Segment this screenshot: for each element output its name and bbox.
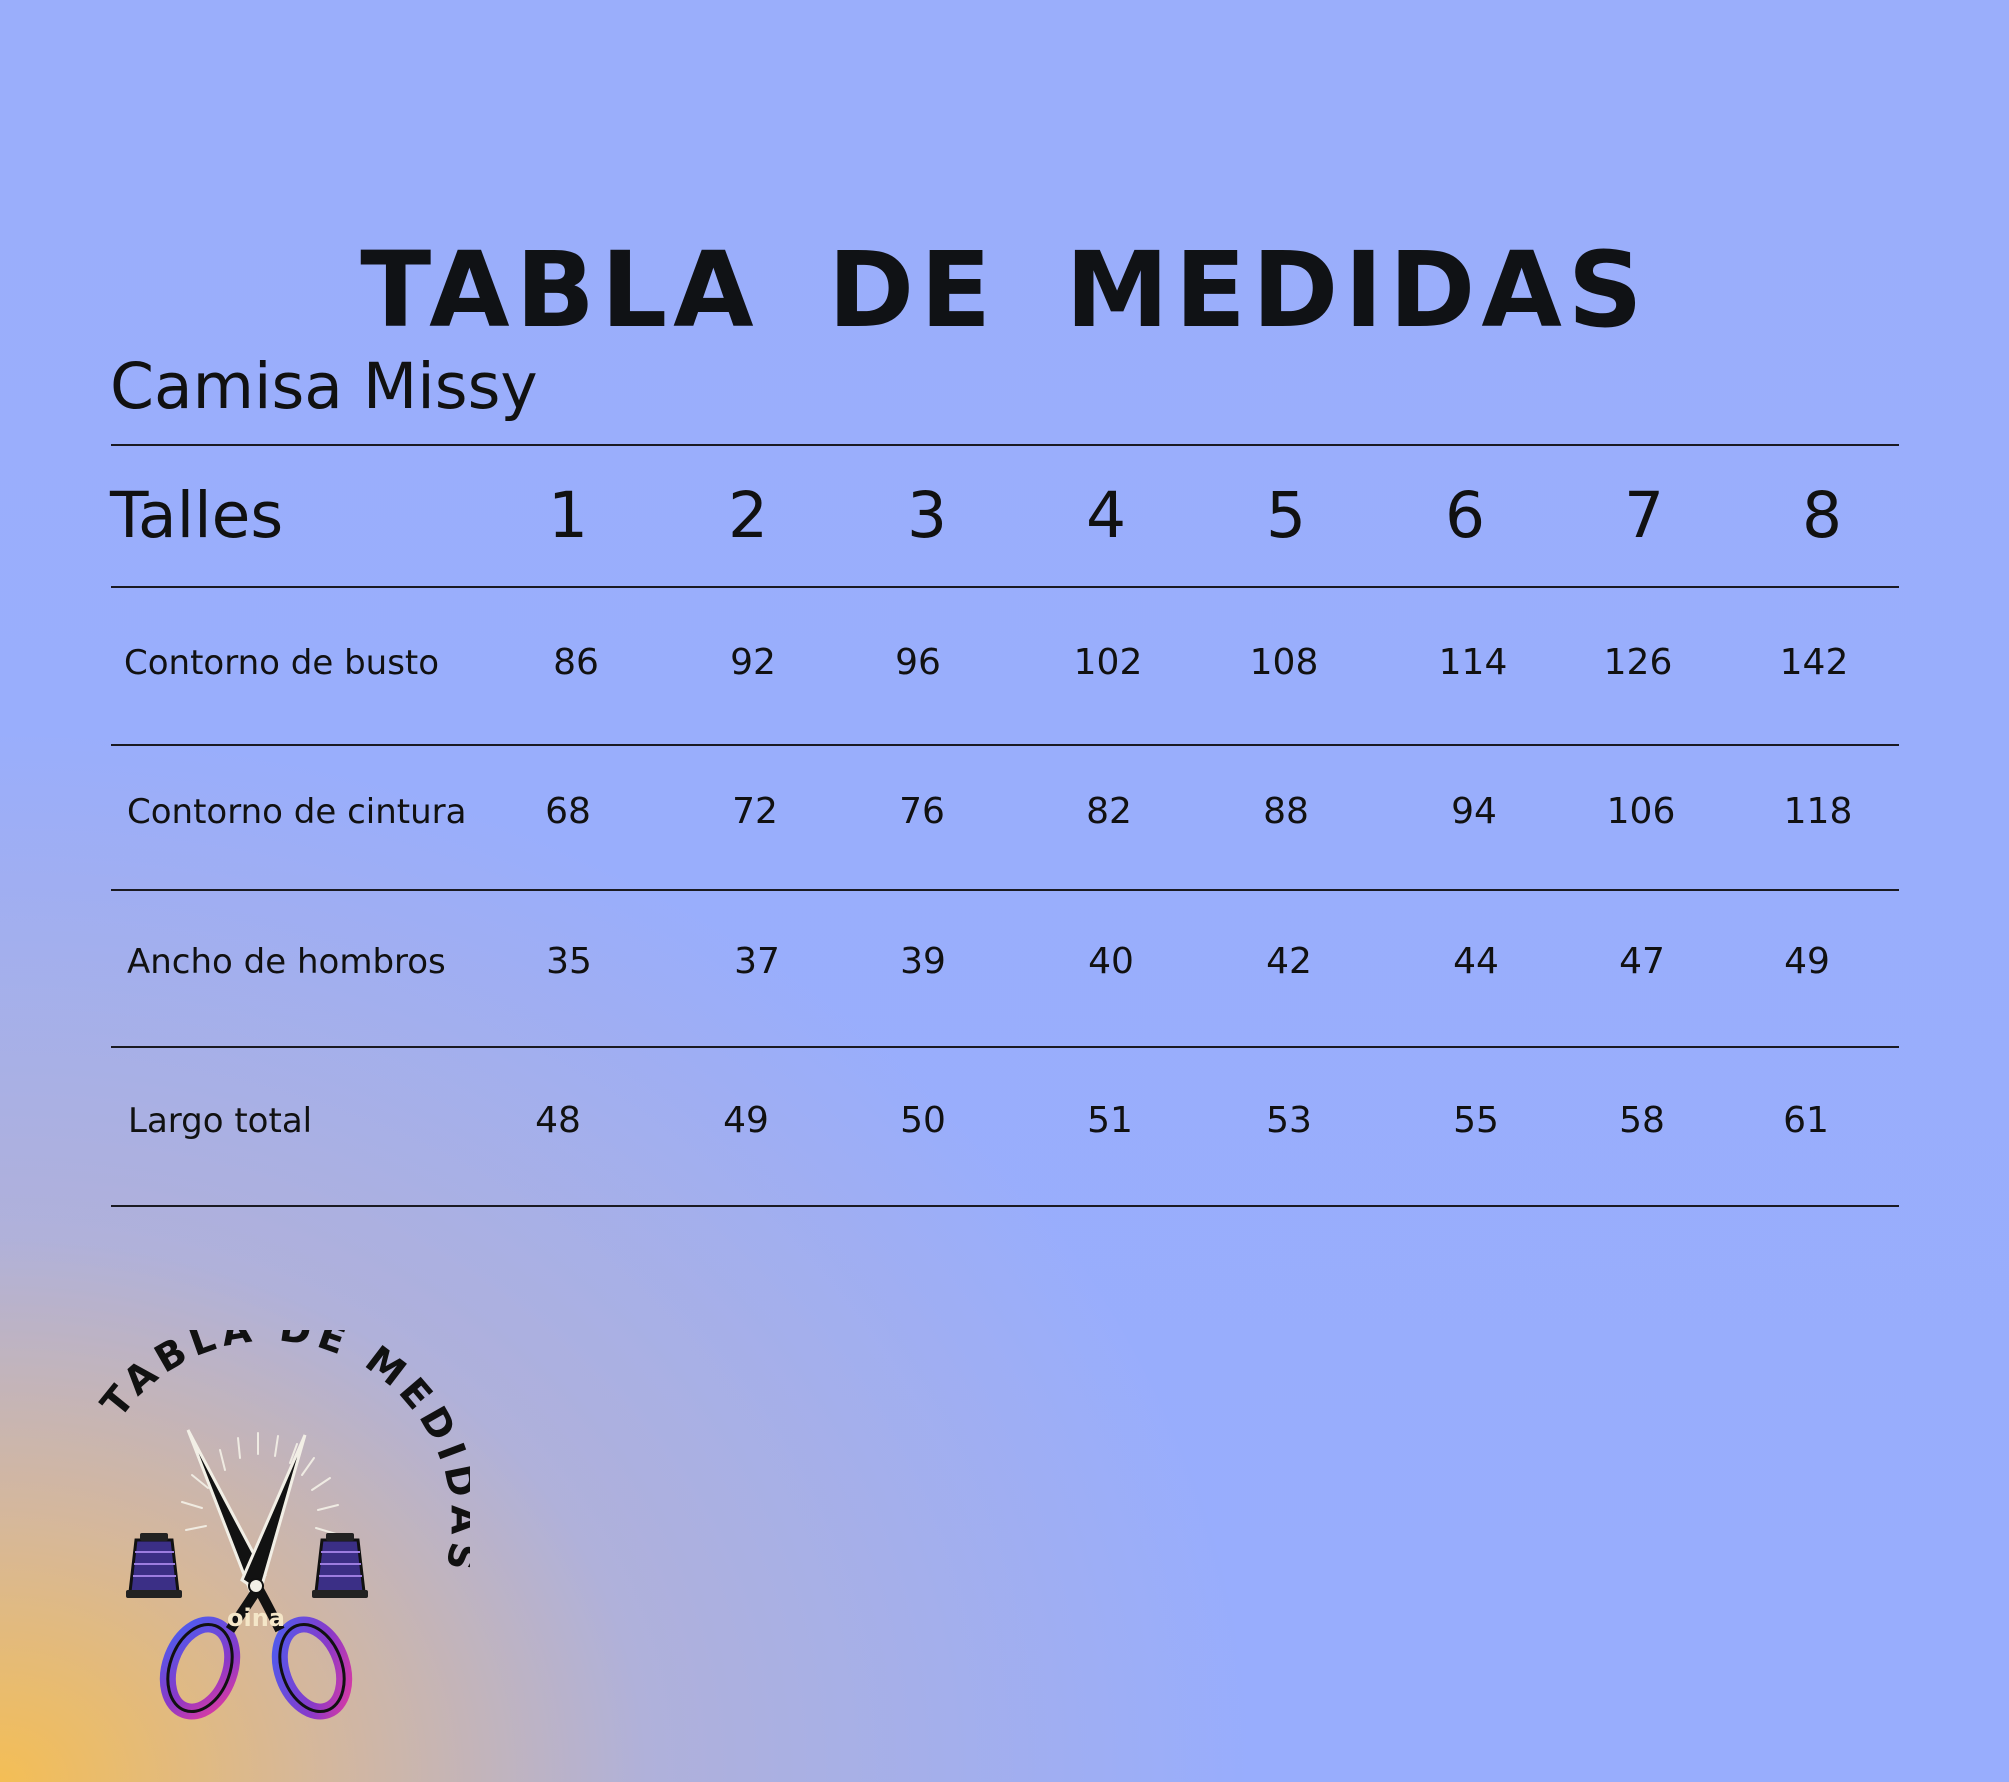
table-cell: 49 [1784,941,1830,982]
size-header-cell: 4 [1085,479,1127,552]
table-cell: 40 [1088,941,1134,982]
table-cell: 106 [1606,791,1676,832]
table-cell: 49 [723,1100,769,1141]
measurement-stamp-logo [90,1330,470,1730]
size-header-cell: 7 [1623,479,1665,552]
table-cell: 96 [895,642,941,683]
row-label-length: Largo total [128,1101,313,1141]
table-cell: 102 [1073,642,1143,683]
thread-spool-right [312,1533,368,1598]
divider [111,889,1899,891]
divider [111,744,1899,746]
brand-logo-text: oina [227,1604,285,1632]
table-cell: 72 [732,791,778,832]
size-header-cell: 6 [1444,479,1486,552]
product-name: Camisa Missy [110,350,538,423]
table-cell: 88 [1263,791,1309,832]
table-cell: 108 [1249,642,1319,683]
table-cell: 37 [734,941,780,982]
size-header-cell: 1 [547,479,589,552]
table-cell: 61 [1783,1100,1829,1141]
table-cell: 47 [1619,941,1665,982]
size-header-cell: 8 [1801,479,1843,552]
table-cell: 48 [535,1100,581,1141]
table-cell: 44 [1453,941,1499,982]
divider [111,1205,1899,1207]
divider [111,1046,1899,1048]
table-cell: 50 [900,1100,946,1141]
table-cell: 53 [1266,1100,1312,1141]
divider [111,586,1899,588]
table-cell: 55 [1453,1100,1499,1141]
table-cell: 68 [545,791,591,832]
size-header-cell: 2 [727,479,769,552]
row-label-waist: Contorno de cintura [127,792,467,832]
scissors-with-thread-spools-icon [90,1330,470,1730]
page-title: TABLA DE MEDIDAS [360,228,1649,351]
table-cell: 42 [1266,941,1312,982]
row-label-shoulders: Ancho de hombros [127,942,446,982]
table-cell: 126 [1603,642,1673,683]
thread-spool-left [126,1533,182,1598]
table-cell: 82 [1086,791,1132,832]
table-cell: 114 [1438,642,1508,683]
sizes-header-label: Talles [110,479,284,552]
table-cell: 142 [1779,642,1849,683]
stamp-arc-text: TABLA E MED [92,1330,468,1454]
table-cell: 94 [1451,791,1497,832]
table-cell: 35 [546,941,592,982]
table-cell: 58 [1619,1100,1665,1141]
size-header-cell: 5 [1265,479,1307,552]
table-cell: 76 [899,791,945,832]
table-cell: 118 [1783,791,1853,832]
table-cell: 51 [1087,1100,1133,1141]
table-cell: 86 [553,642,599,683]
row-label-bust: Contorno de busto [124,643,440,683]
size-header-cell: 3 [906,479,948,552]
table-cell: 39 [900,941,946,982]
table-cell: 92 [730,642,776,683]
divider [111,444,1899,446]
